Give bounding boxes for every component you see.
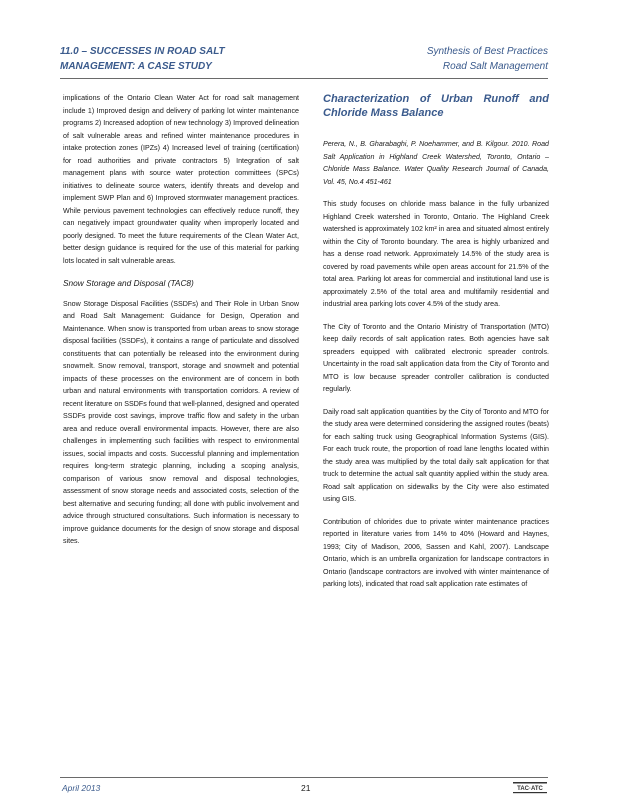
left-para-2: Snow Storage Disposal Facilities (SSDFs) and Their Role in Urban Snow and Road Salt Management: Guidance for Design, Operation and Maintenance. When snow is transported from urban areas to snow storage disposal facilities (SSDFs), it contains a range of particulate and dissolved constituents that can potentially be released into the environment during snowmelt. Snow removal, transport, storage and snowmelt and potential impacts of these processes on the environment are of concern in both urban and natural environments with transportation corridors. A review of recent literature on SSDFs found that well-planned, designed and operated SSDFs provide cost savings, improve traffic flow and safety in the urban area and reduce overall environmental impacts. However, there are also challenges in implementing such facilities with respect to environmental issues, social impacts and costs. Successful planning and implementation requires long-term strategic planning, including a scoping analysis, comparison of various snow removal and disposal technologies, assessment of snow storage needs and associated costs, selection of the best alternative and securing funding; all done with public involvement and advice through structured consultations. Such information is necessary to improve guidance documents for the design of snow storage and disposal sites. [63,299,299,545]
header-right-line1: Synthesis of Best Practices [426,46,548,57]
page-number: 21 [301,783,311,793]
running-header-right [298,44,548,74]
right-para-2: The City of Toronto and the Ontario Ministry of Transportation (MTO) keep daily records of salt application rates. Both agencies have salt spreaders equipped with calibrated electronic spreader controls. Uncertainty in the road salt application data from the City of Toronto and MTO is low because spreader controller calibration is conducted regularly. [323,322,549,393]
right-para-3: Daily road salt application quantities by the City of Toronto and MTO for the study area were determined considering the assigned routes (beats) for each salting truck using Geographical Information Systems (GIS). For each truck route, the proportion of road lane lengths located within the study area was multiplied by the total daily salt application for that truck to determine the actual salt quantity applied within the study area. Road salt application on sidewalks by the City were also estimated using GIS. [323,407,549,503]
header-left-line2: MANAGEMENT: A CASE STUDY [60,61,212,72]
logo-text: TAC·ATC [517,786,543,792]
running-header-left [60,44,310,74]
right-para-4: Contribution of chlorides due to private winter maintenance practices reported in literature varies from 14% to 40% (Howard and Haynes, 1993; City of Madison, 2006, Sassen and Kahl, 2007). Landscape Ontario, which is an umbrella organization for landscape contractors in Ontario (landscape contractors are involved with winter maintenance of parking lots), indicated that road salt application rate estimates of [323,517,549,588]
snow-storage-subheading: Snow Storage and Disposal (TAC8) [63,278,194,288]
header-rule [60,78,548,79]
left-column [63,92,299,558]
header-right-line2: Road Salt Management [442,61,548,72]
tac-logo-icon [512,780,548,796]
footer-rule [60,777,548,778]
header-left-line1: 11.0 – SUCCESSES IN ROAD SALT [60,46,225,57]
reference-citation: Perera, N., B. Gharabaghi, P. Noehammer, and B. Kilgour. 2010. Road Salt Application in Highland Creek Watershed, Toronto, Ontario – Chloride Mass Balance. Water Quality Research Journal of Canada, Vol. 45, No.4 451-461 [323,140,549,186]
left-para-1: implications of the Ontario Clean Water Act for road salt management include 1) Improved design and delivery of parking lot winter maintenance programs 2) Increased adoption of new technology 3) Improved delineation of salt vulnerable areas and refined winter maintenance procedures in intake protection zones (IPZs) 4) Increased level of training (certification) for road authorities and private contractors 5) Integration of salt management plans with source water protection committees (SPCs) initiatives to delineate source waters, identify threats and develop and implement SWP Plan and 6) Improved stormwater management practices. While pervious pavement technologies can effectively reduce runoff, they can negatively impact groundwater quality when improperly located and poorly designed. To meet the future requirements of the Clean Water Act, better design guidance is required for the use of this material for parking lots located in salt vulnerable areas. [63,94,299,265]
section-title: Characterization of Urban Runoff and Chloride Mass Balance [323,93,549,119]
right-column [323,92,549,599]
right-para-1: This study focuses on chloride mass balance in the fully urbanized Highland Creek watershed in Toronto, Ontario. The Highland Creek watershed is approximately 102 km² in area and situated almost entirely within the City of Toronto boundary. The area is highly urbanized and has a dense road network. Approximately 14.5% of the study area is covered by road pavements while open areas account for 21.5% of the total area. Parking lot areas for commercial and institutional land use is approximately 2.5% of the total area and multifamily residential and industrial area parking lots cover 4.5% of the study area. [323,200,549,308]
footer-date: April 2013 [62,783,101,793]
